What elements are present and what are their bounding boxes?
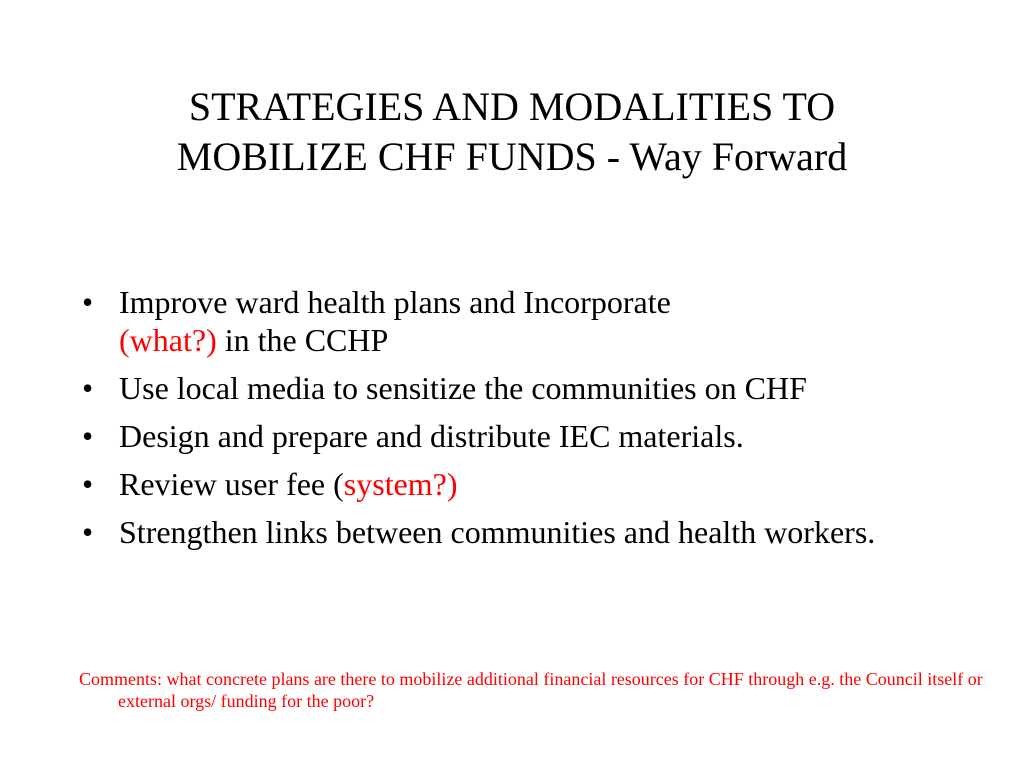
- bullet-marker: •: [82, 370, 94, 406]
- slide-title-line-2: MOBILIZE CHF FUNDS - Way Forward: [176, 134, 848, 179]
- bullet-marker: •: [82, 418, 94, 454]
- bullet-marker: •: [82, 466, 94, 502]
- bullet-item-ward-health-plans: [78, 283, 978, 359]
- reviewer-comment: Comments: what concrete plans are there to mobilize additional financial resources for CHF through e.g. the Council itself or external orgs/ funding for the poor?: [79, 669, 983, 711]
- bullet-text-continued: in the CCHP: [216, 322, 389, 358]
- bullet-item-user-fee: [78, 465, 978, 503]
- bullet-text: Improve ward health plans and Incorporate: [119, 284, 671, 320]
- slide-title: [60, 82, 964, 182]
- bullet-marker: •: [82, 514, 94, 550]
- bullet-question-highlight: (what?): [119, 322, 217, 358]
- bullet-list: [78, 283, 978, 561]
- slide-title-line-1: STRATEGIES AND MODALITIES TO: [188, 84, 836, 129]
- bullet-text: Strengthen links between communities and health workers.: [119, 514, 876, 550]
- bullet-item-local-media: [78, 369, 978, 407]
- bullet-question-highlight: system?): [343, 466, 458, 502]
- bullet-text: Review user fee (: [119, 466, 344, 502]
- bullet-marker: •: [82, 284, 94, 320]
- bullet-text: Use local media to sensitize the communities on CHF: [119, 370, 807, 406]
- bullet-text: Design and prepare and distribute IEC materials.: [119, 418, 744, 454]
- bullet-item-strengthen-links: [78, 513, 978, 551]
- bullet-item-iec-materials: [78, 417, 978, 455]
